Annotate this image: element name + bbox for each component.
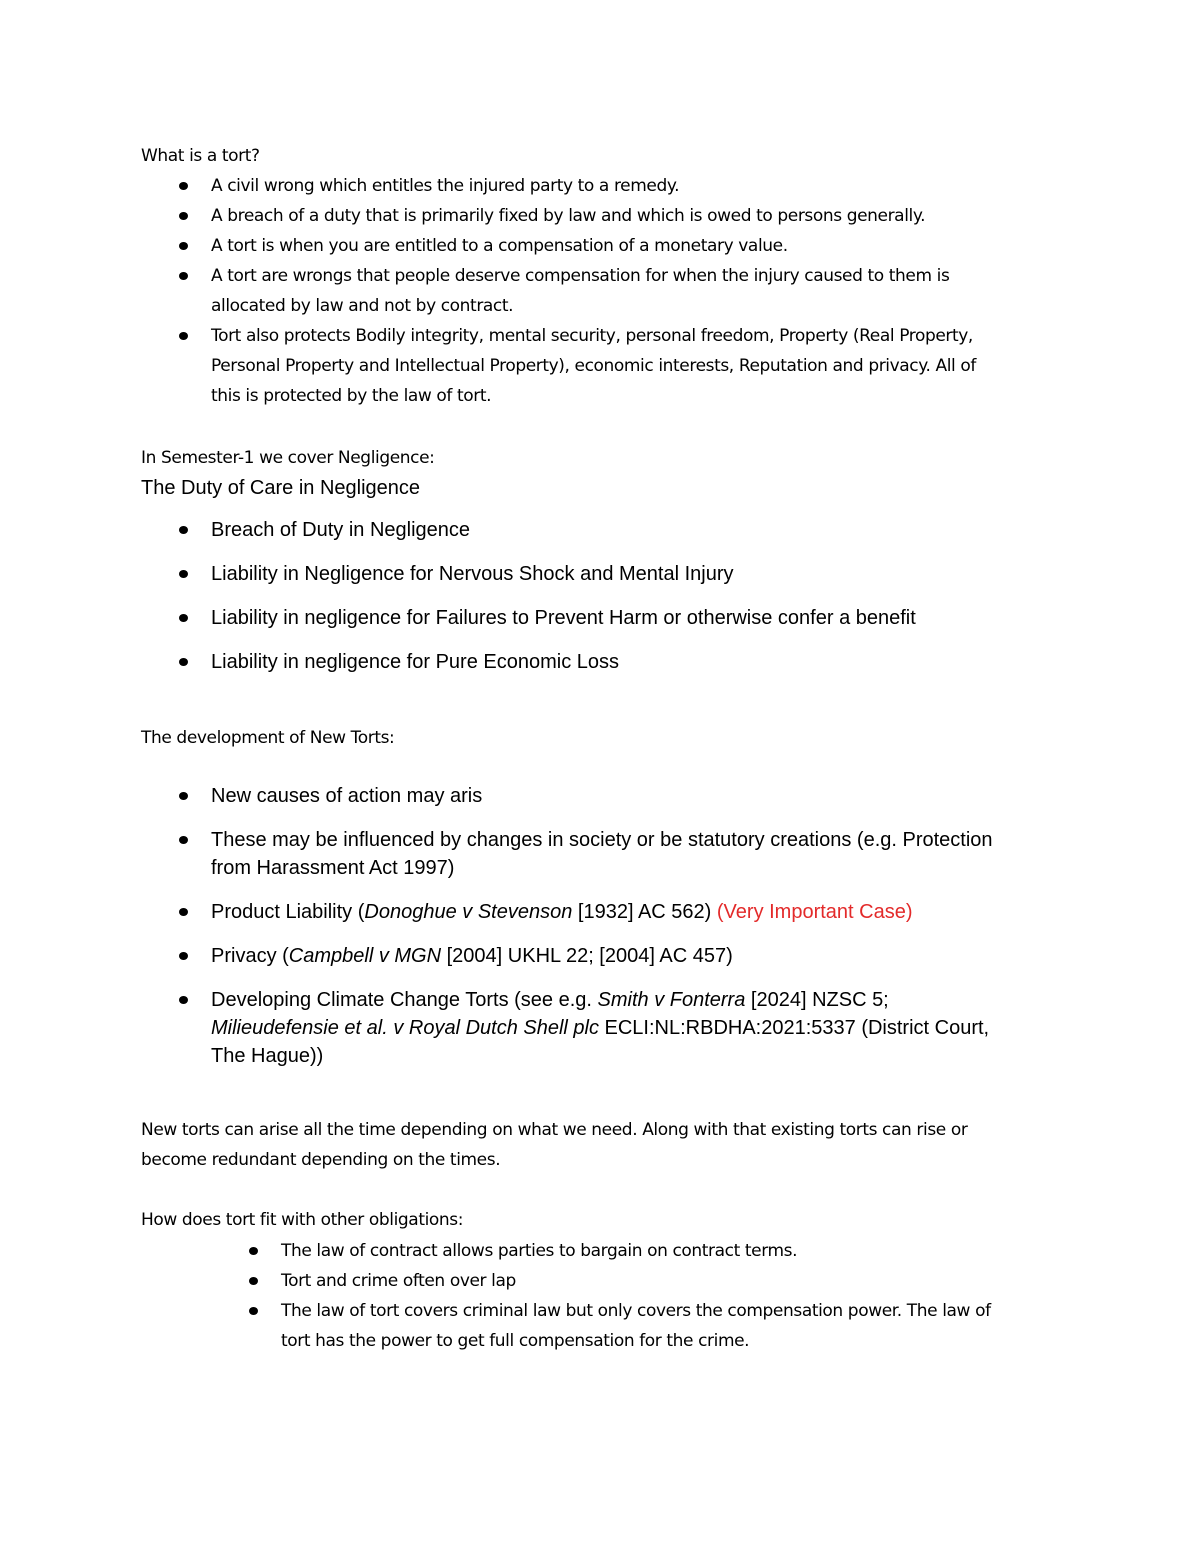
list-item-line: allocated by law and not by contract.	[211, 296, 514, 316]
duty-of-care-line: The Duty of Care in Negligence	[141, 477, 421, 499]
list-item: A tort is when you are entitled to a compensation of a monetary value.	[141, 231, 976, 261]
list-item-line: from Harassment Act 1997)	[211, 857, 455, 879]
text-run: Privacy (	[211, 945, 289, 967]
list-item	[141, 261, 976, 321]
obligations-list	[211, 1236, 991, 1356]
list-item	[141, 986, 993, 1070]
list-item: Liability in Negligence for Nervous Shock and Mental Injury	[141, 560, 916, 588]
list-item-line: A tort are wrongs that people deserve compensation for when the injury caused to them is	[211, 266, 950, 286]
text-run: [2024] NZSC 5;	[745, 989, 889, 1011]
list-item	[211, 1296, 991, 1356]
list-item: A breach of a duty that is primarily fixed by law and which is owed to persons generally.	[141, 201, 976, 231]
list-item: A civil wrong which entitles the injured party to a remedy.	[141, 171, 976, 201]
list-item-line: Tort also protects Bodily integrity, mental security, personal freedom, Property (Real Property,	[211, 326, 973, 346]
list-item: Tort and crime often over lap	[211, 1266, 991, 1296]
heading-new-torts: The development of New Torts:	[141, 728, 395, 748]
new-torts-paragraph-line: become redundant depending on the times.	[141, 1150, 501, 1170]
case-name: Donoghue v Stevenson	[364, 901, 573, 923]
negligence-topics-list	[141, 516, 916, 692]
text-run: Product Liability (	[211, 901, 365, 923]
case-name: Milieudefensie et al. v Royal Dutch Shell plc	[211, 1017, 599, 1039]
case-name: Smith v Fonterra	[597, 989, 746, 1011]
list-item: Liability in negligence for Failures to Prevent Harm or otherwise confer a benefit	[141, 604, 916, 632]
list-item-line: The law of tort covers criminal law but only covers the compensation power. The law of	[281, 1301, 991, 1321]
list-item-line: this is protected by the law of tort.	[211, 386, 492, 406]
new-torts-paragraph-line: New torts can arise all the time depending on what we need. Along with that existing torts can rise or	[141, 1120, 968, 1140]
heading-other-obligations: How does tort fit with other obligations:	[141, 1210, 464, 1230]
list-item: Liability in negligence for Pure Economic Loss	[141, 648, 916, 676]
list-item	[141, 321, 976, 411]
list-item	[141, 826, 993, 882]
list-item	[141, 898, 993, 926]
text-run: The Hague))	[211, 1045, 324, 1067]
important-case-note: (Very Important Case)	[716, 901, 913, 923]
list-item-line: These may be influenced by changes in society or be statutory creations (e.g. Protection	[211, 829, 993, 851]
list-item-line: tort has the power to get full compensation for the crime.	[281, 1331, 750, 1351]
text-run: [1932] AC 562)	[572, 901, 717, 923]
case-name: Campbell v MGN	[288, 945, 442, 967]
list-item: New causes of action may aris	[141, 782, 993, 810]
tort-definition-list	[141, 171, 976, 411]
list-item	[141, 942, 993, 970]
text-run: ECLI:NL:RBDHA:2021:5337 (District Court,	[598, 1017, 990, 1039]
heading-what-is-a-tort: What is a tort?	[141, 146, 260, 166]
list-item: The law of contract allows parties to bargain on contract terms.	[211, 1236, 991, 1266]
text-run: [2004] UKHL 22; [2004] AC 457)	[441, 945, 733, 967]
list-item-line: Personal Property and Intellectual Property), economic interests, Reputation and privacy. All of	[211, 356, 976, 376]
list-item: Breach of Duty in Negligence	[141, 516, 916, 544]
new-torts-list	[141, 782, 993, 1086]
text-run: Developing Climate Change Torts (see e.g.	[211, 989, 598, 1011]
semester-intro: In Semester-1 we cover Negligence:	[141, 448, 435, 468]
